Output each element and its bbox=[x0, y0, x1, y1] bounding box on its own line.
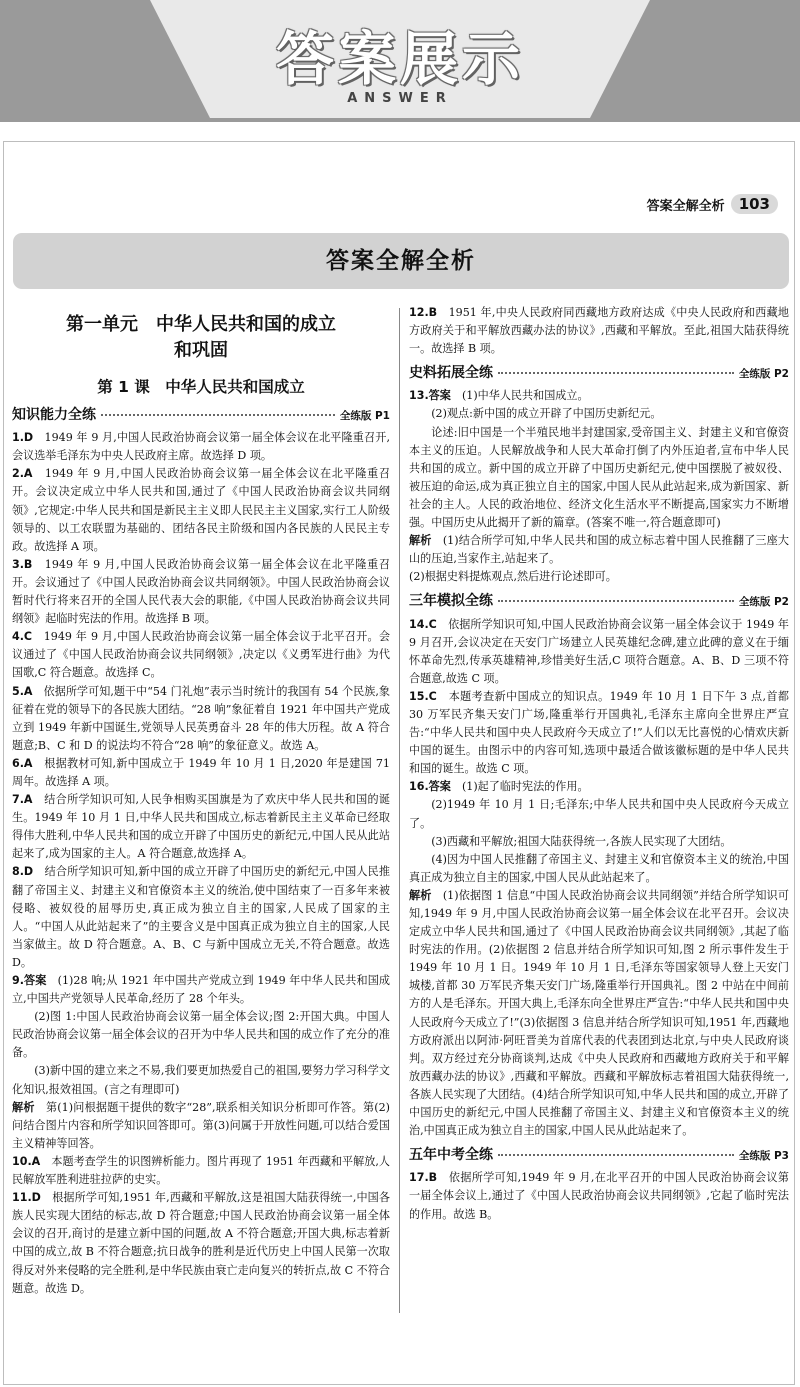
top-banner bbox=[0, 0, 800, 122]
answer-item-16-part-3: (3)西藏和平解放;祖国大陆获得统一,各族人民实现了大团结。 bbox=[431, 834, 732, 848]
answer-item-5: 5.A 依据所学可知,题干中“54 门礼炮”表示当时统计的我国有 54 个民族,象征着在党的领导下的各民族大团结。“28 响”象征着自 1921 年中国共产党成立到 1949 年新中国诞生,党领导人民英勇奋斗 28 年的伟大历程。故 A 符合题意;B、C 和 D 的说法均不符合“28 响”的象征意义。故选 A。 bbox=[12, 684, 390, 752]
section-title: 三年模拟全练 bbox=[409, 593, 493, 610]
banner-subtitle: ANSWER bbox=[347, 91, 453, 106]
page-header-label: 答案全解全析 bbox=[646, 198, 725, 214]
section-header-five-year bbox=[409, 1146, 789, 1165]
section-header-three-year bbox=[409, 592, 789, 611]
answer-item-17: 17.B 依据所学可知,1949 年 9 月,在北平召开的中国人民政治协商会议第一届全体会议上,通过了《中国人民政治协商会议共同纲领》,它起了临时宪法的作用。故选 B。 bbox=[409, 1171, 789, 1221]
section-header-sources bbox=[409, 364, 789, 383]
lesson-title: 第 1 课 中华人民共和国成立 bbox=[97, 378, 305, 396]
answer-item-16-analysis: 解析 (1)依据图 1 信息“中国人民政治协商会议共同纲领”并结合所学知识可知,1949 年 9 月,中国人民政治协商会议第一届全体会议在北平召开。会议决定成立中华人民共和国,通过了《中国人民政治协商会议共同纲领》,其起了临时宪法的作用。(2)依据图 2 信息并结合所学知识可知,图 2 所示事件发生于 1949 年 10 月 1 日。1949 年 10 月 1 日,毛泽东等国家领导人登上天安门城楼,首都 30 万军民齐集天安门广场,隆重举行开国典礼。图 2 中站在中间前方的人是毛泽东。开国大典上,毛泽东向全世界庄严宣告:“中华人民共和国中央人民政府今天成立了!”(3)依据图 3 信息并结合所学知识可知,1951 年,西藏地方政府派出以阿沛·阿旺晋美为首席代表的代表团到达北京,与中央人民政府谈判。双方经过充分协商谈判,达成《中央人民政府和西藏地方政府关于和平解放西藏办法的协议》,西藏和平解放。西藏和平解放标志着祖国大陆获得统一,各族人民实现了大团结。(4)结合所学知识可知,中华人民共和国的成立,开辟了中国历史的新纪元,中国人民推翻了帝国主义、封建主义和官僚资本主义的统治,中国真正成为独立自主的国家,中国人民从此站起来了。 bbox=[409, 888, 789, 1138]
section-title: 五年中考全练 bbox=[409, 1147, 493, 1164]
unit-title-line-2: 和巩固 bbox=[174, 340, 228, 361]
left-column bbox=[12, 304, 390, 1314]
section-title: 知识能力全练 bbox=[12, 407, 96, 424]
answer-item-9: 9.答案 (1)28 响;从 1921 年中国共产党成立到 1949 年中华人民共和国成立,中国共产党领导人民革命,经历了 28 个年头。 bbox=[12, 974, 390, 1006]
section-dots bbox=[101, 414, 335, 416]
answer-item-9-part-2: (2)图 1:中国人民政治协商会议第一届全体会议;图 2:开国大典。中国人民政治协商会议第一届全体会议的召开为中华人民共和国的成立作了充分的准备。 bbox=[12, 1010, 390, 1060]
answer-item-13: 13.答案 (1)中华人民共和国成立。 bbox=[409, 389, 589, 403]
answer-item-2: 2.A 1949 年 9 月,中国人民政治协商会议第一届全体会议在北平隆重召开。会议决定成立中华人民共和国,通过了《中国人民政治协商会议共同纲领》,它规定:中华人民共和国是新民主主义即人民民主主义国家,实行工人阶级领导的、以工农联盟为基础的、团结各民主阶级和国内各民族的人民民主专政。故选择 A 项。 bbox=[12, 467, 390, 553]
section-dots bbox=[498, 600, 734, 602]
answer-item-8: 8.D 结合所学知识可知,新中国的成立开辟了中国历史的新纪元,中国人民推翻了帝国主义、封建主义和官僚资本主义的统治,使中国结束了一百多年来被侵略、被奴役的屈辱历史,真正成为独立自主的国家,人民成了国家的主人。“中国人从此站起来了”的主要含义是中国真正成为独立自主的国家,人民当家做主。故 D 符合题意。A、B、C 与新中国成立无关,不符合题意。故选 D。 bbox=[12, 865, 390, 969]
main-title: 答案全解全析 bbox=[13, 233, 789, 289]
answer-item-6: 6.A 根据教材可知,新中国成立于 1949 年 10 月 1 日,2020 年是建国 71 周年。故选择 A 项。 bbox=[12, 756, 390, 788]
answer-item-13-analysis-2: (2)根据史料提炼观点,然后进行论述即可。 bbox=[409, 570, 617, 584]
unit-title bbox=[12, 312, 390, 364]
answer-item-9-part-3: (3)新中国的建立来之不易,我们要更加热爱自己的祖国,要努力学习科学文化知识,报效祖国。(言之有理即可) bbox=[12, 1064, 390, 1096]
section-dots bbox=[498, 372, 734, 374]
section-ref: 全练版 P2 bbox=[738, 596, 789, 609]
section-ref: 全练版 P1 bbox=[339, 410, 390, 423]
answer-item-16: 16.答案 (1)起了临时宪法的作用。 bbox=[409, 780, 589, 794]
banner-title: 答案展示 bbox=[275, 25, 524, 93]
answer-item-16-part-2: (2)1949 年 10 月 1 日;毛泽东;中华人民共和国中央人民政府今天成立了。 bbox=[409, 798, 789, 830]
section-ref: 全练版 P2 bbox=[738, 368, 789, 381]
page-header bbox=[647, 194, 778, 214]
answer-item-10: 10.A 本题考查学生的识图辨析能力。图片再现了 1951 年西藏和平解放,人民解放军胜利进驻拉萨的史实。 bbox=[12, 1154, 390, 1187]
section-ref: 全练版 P3 bbox=[738, 1150, 789, 1163]
answer-item-1: 1.D 1949 年 9 月,中国人民政治协商会议第一届全体会议在北平隆重召开,会议选举毛泽东为中央人民政府主席。故选择 D 项。 bbox=[12, 431, 390, 463]
answer-item-3: 3.B 1949 年 9 月,中国人民政治协商会议第一届全体会议在北平隆重召开。会议通过了《中国人民政治协商会议共同纲领》。中国人民政治协商会议暂时代行将来召开的全国人民代表大会的职能,《中国人民政治协商会议共同纲领》起临时宪法的作用。故选择 B 项。 bbox=[12, 557, 390, 626]
answer-item-11: 11.D 根据所学可知,1951 年,西藏和平解放,这是祖国大陆获得统一,中国各族人民实现大团结的标志,故 D 符合题意;中国人民政治协商会议第一届全体会议的召开,商讨的是建立新中国的问题,故 A 不符合题意;开国大典,标志着新中国的成立,故 B 不符合题意;抗日战争的胜利是近代历史上中国人民第一次取得反对外来侵略的完全胜利,是中华民族由衰亡走向复兴的转折点,故 C 不符合题意。故选 D。 bbox=[12, 1191, 390, 1295]
page-number: 103 bbox=[731, 194, 778, 214]
answer-item-14: 14.C 依据所学知识可知,中国人民政治协商会议第一届全体会议于 1949 年 9 月召开,会议决定在天安门广场建立人民英雄纪念碑,建立此碑的意义在于缅怀革命先烈,传承英雄精神,珍惜美好生活,C 项符合题意。A、B、D 三项不符合题意,故选 C 项。 bbox=[409, 617, 789, 685]
answer-item-15: 15.C 本题考查新中国成立的知识点。1949 年 10 月 1 日下午 3 点,首都 30 万军民齐集天安门广场,隆重举行开国典礼,毛泽东主席向全世界庄严宣告:“中华人民共和国中央人民政府今天成立了!”人们以无比喜悦的心情欢庆新中国的诞生。由图示中的内容可知,选项中最适合做该徽标题的是中华人民共和国的诞生。故选 C 项。 bbox=[409, 689, 789, 776]
answer-item-13-part-3: 论述:旧中国是一个半殖民地半封建国家,受帝国主义、封建主义和官僚资本主义的压迫。人民解放战争和人民大革命打倒了内外压迫者,宣布中华人民共和国的成立。新中国的成立开辟了中国历史新纪元,使中国摆脱了被奴役、被压迫的命运,成为真正独立自主的国家,中国人民从此站起来,成为新国家、新社会的主人。人民的政治地位、经济文化生活水平不断提高,国家实力不断增强。中国历史从此揭开了新的篇章。(答案不唯一,符合题意即可) bbox=[409, 425, 789, 530]
section-title: 史料拓展全练 bbox=[409, 365, 493, 382]
answer-item-7: 7.A 结合所学知识可知,人民争相购买国旗是为了欢庆中华人民共和国的诞生。1949 年 10 月 1 日,中华人民共和国成立,标志着新民主主义革命已经取得伟大胜利,中华人民共和国的成立开辟了中国历史的新纪元,中国人民从此站起来了,成为国家的主人。A 符合题意,故选择 A。 bbox=[12, 793, 390, 861]
answer-item-9-analysis: 解析 第(1)问根据题干提供的数字“28”,联系相关知识分析即可作答。第(2)问结合图片内容和所学知识回答即可。第(3)问属于开放性问题,可以结合爱国主义精神等回答。 bbox=[12, 1100, 390, 1150]
answer-item-13-part-2: (2)观点:新中国的成立开辟了中国历史新纪元。 bbox=[431, 407, 662, 421]
answer-item-12: 12.B 1951 年,中央人民政府同西藏地方政府达成《中央人民政府和西藏地方政府关于和平解放西藏办法的协议》,西藏和平解放。至此,祖国大陆获得统一。故选择 B 项。 bbox=[409, 306, 789, 356]
answer-item-16-part-4: (4)因为中国人民推翻了帝国主义、封建主义和官僚资本主义的统治,中国真正成为独立自主的国家,中国人民从此站起来了。 bbox=[409, 852, 789, 884]
section-dots bbox=[498, 1154, 734, 1156]
section-header-knowledge bbox=[12, 406, 390, 425]
right-column bbox=[409, 304, 789, 1314]
unit-title-line-1: 第一单元 中华人民共和国的成立 bbox=[66, 314, 336, 335]
answer-item-4: 4.C 1949 年 9 月,中国人民政治协商会议第一届全体会议于北平召开。会议通过了《中国人民政治协商会议共同纲领》,决定以《义勇军进行曲》为代国歌,C 符合题意。故选择 C。 bbox=[12, 630, 390, 680]
answer-item-13-analysis: 解析 (1)结合所学可知,中华人民共和国的成立标志着中国人民推翻了三座大山的压迫,当家作主,站起来了。 bbox=[409, 534, 789, 566]
column-divider bbox=[399, 308, 400, 1313]
